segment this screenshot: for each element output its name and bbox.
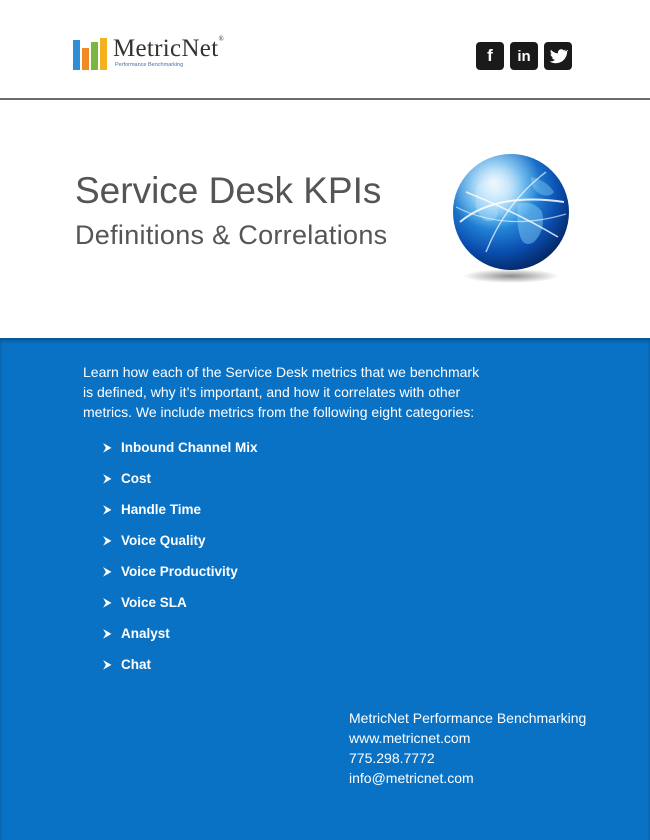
- list-item: ⮞ Voice SLA: [103, 595, 187, 610]
- arrow-bullet-icon: ⮞: [103, 595, 112, 609]
- arrow-bullet-icon: ⮞: [103, 564, 112, 578]
- list-item: ⮞ Voice Productivity: [103, 564, 238, 579]
- logo-tagline: Performance Benchmarking: [115, 62, 184, 68]
- title-band: [0, 100, 650, 338]
- globe-icon: [446, 152, 576, 287]
- page-subtitle: Definitions & Correlations: [75, 220, 388, 250]
- linkedin-icon[interactable]: in: [510, 42, 538, 70]
- twitter-icon[interactable]: [544, 42, 572, 70]
- arrow-bullet-icon: ⮞: [103, 471, 112, 485]
- arrow-bullet-icon: ⮞: [103, 626, 112, 640]
- arrow-bullet-icon: ⮞: [103, 502, 112, 516]
- contact-website-link[interactable]: www.metricnet.com: [349, 730, 471, 746]
- logo-text: [113, 36, 224, 69]
- header: [0, 0, 650, 100]
- metricnet-logo[interactable]: [73, 36, 224, 72]
- intro-text: Learn how each of the Service Desk metrics that we benchmark is defined, why it’s important, and how it correlates with other metrics. We include metrics from the following eight categories:: [83, 364, 480, 420]
- arrow-bullet-icon: ⮞: [103, 533, 112, 547]
- logo-bars-icon: [73, 38, 107, 70]
- list-item: ⮞ Voice Quality: [103, 533, 206, 548]
- list-item: ⮞ Analyst: [103, 626, 170, 641]
- contact-block: [349, 708, 586, 788]
- social-links: [476, 42, 572, 70]
- facebook-icon[interactable]: f: [476, 42, 504, 70]
- contact-phone: 775.298.7772: [349, 750, 435, 766]
- category-list: [103, 432, 258, 680]
- content-section: [0, 338, 650, 840]
- contact-email-link[interactable]: info@metricnet.com: [349, 770, 474, 786]
- arrow-bullet-icon: ⮞: [103, 440, 112, 454]
- arrow-bullet-icon: ⮞: [103, 657, 112, 671]
- list-item: ⮞ Handle Time: [103, 502, 202, 517]
- logo-name: MetricNet®: [113, 35, 225, 62]
- list-item: ⮞ Cost: [103, 471, 151, 486]
- contact-company: MetricNet Performance Benchmarking: [349, 710, 587, 726]
- list-item: ⮞ Chat: [103, 657, 151, 672]
- list-item: ⮞ Inbound Channel Mix: [103, 440, 258, 455]
- page-title: Service Desk KPIs: [75, 170, 382, 211]
